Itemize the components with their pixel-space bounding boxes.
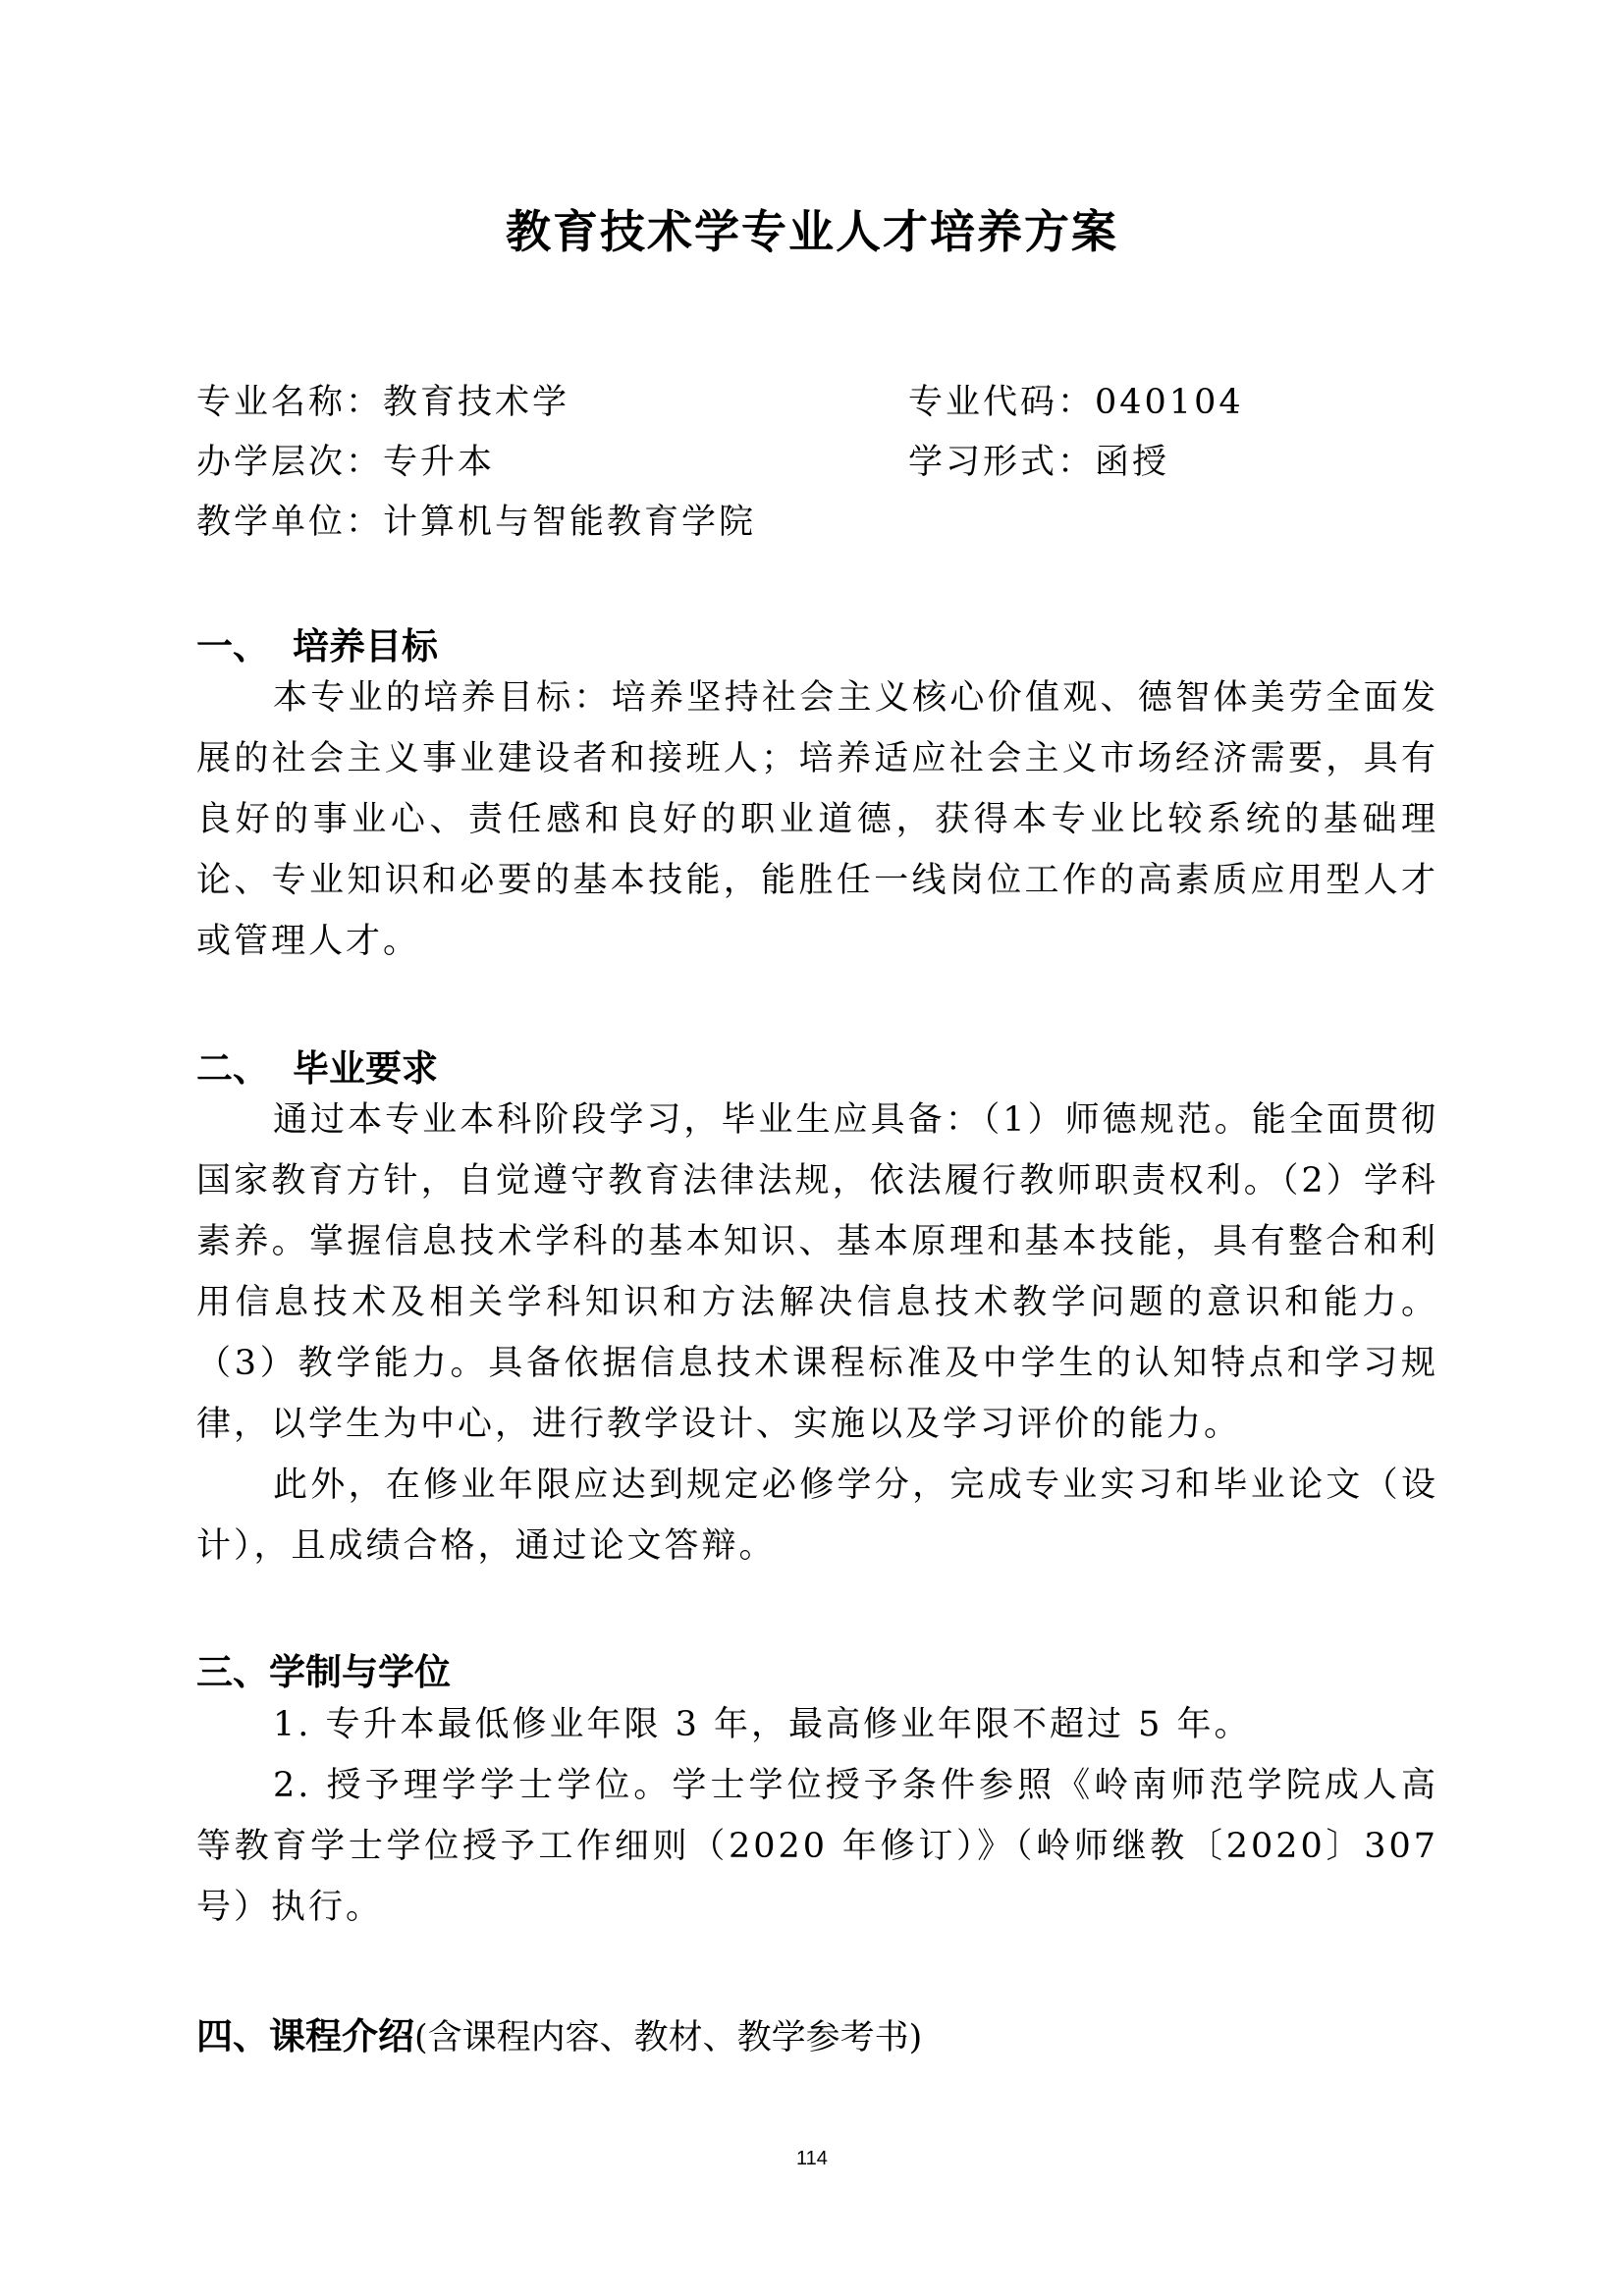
section-heading bbox=[196, 616, 438, 669]
section-heading bbox=[196, 2006, 922, 2059]
education-level: 办学层次：专升本 bbox=[196, 443, 496, 482]
teaching-unit: 教学单位：计算机与智能教育学院 bbox=[196, 503, 757, 542]
paragraph: 本专业的培养目标：培养坚持社会主义核心价值观、德智体美劳全面发展的社会主义事业建设者和接班人；培养适应社会主义市场经济需要，具有良好的事业心、责任感和良好的职业道德，获得本专业比较系统的基础理论、专业知识和必要的基本技能，能胜任一线岗位工作的高素质应用型人才或管理人才。 bbox=[196, 678, 1438, 961]
section-title: 三、学制与学位 bbox=[196, 1651, 451, 1693]
page-number: 114 bbox=[796, 2148, 828, 2169]
paragraph: 此外，在修业年限应达到规定必修学分，完成专业实习和毕业论文（设计），且成绩合格，通过论文答辩。 bbox=[196, 1466, 1438, 1566]
section-note: (含课程内容、教材、教学参考书) bbox=[414, 2018, 923, 2057]
paragraph: 1. 专升本最低修业年限 3 年，最高修业年限不超过 5 年。 bbox=[273, 1705, 1252, 1744]
section-heading bbox=[196, 1039, 438, 1092]
section-heading bbox=[196, 1642, 451, 1695]
section-title: 毕业要求 bbox=[293, 1047, 438, 1090]
study-mode: 学习形式：函授 bbox=[908, 443, 1170, 482]
section-number: 一、 bbox=[196, 625, 269, 667]
paragraph: 2. 授予理学学士学位。学士学位授予条件参照《岭南师范学院成人高等教育学士学位授予工作细则（2020 年修订）》（岭师继教〔2020〕307 号）执行。 bbox=[196, 1766, 1438, 1927]
section-number: 二、 bbox=[196, 1047, 269, 1090]
paragraph: 通过本专业本科阶段学习，毕业生应具备：（1）师德规范。能全面贯彻国家教育方针，自觉遵守教育法律法规，依法履行教师职责权利。（2）学科素养。掌握信息技术学科的基本知识、基本原理和基本技能，具有整合和利用信息技术及相关学科知识和方法解决信息技术教学问题的意识和能力。（3）教学能力。具备依据信息技术课程标准及中学生的认知特点和学习规律，以学生为中心，进行教学设计、实施以及学习评价的能力。 bbox=[196, 1100, 1438, 1444]
section-title: 四、课程介绍 bbox=[196, 2015, 414, 2057]
major-name: 专业名称：教育技术学 bbox=[196, 383, 570, 422]
document-title: 教育技术学专业人才培养方案 bbox=[506, 205, 1118, 258]
major-code: 专业代码：040104 bbox=[908, 383, 1244, 422]
section-title: 培养目标 bbox=[293, 625, 438, 667]
